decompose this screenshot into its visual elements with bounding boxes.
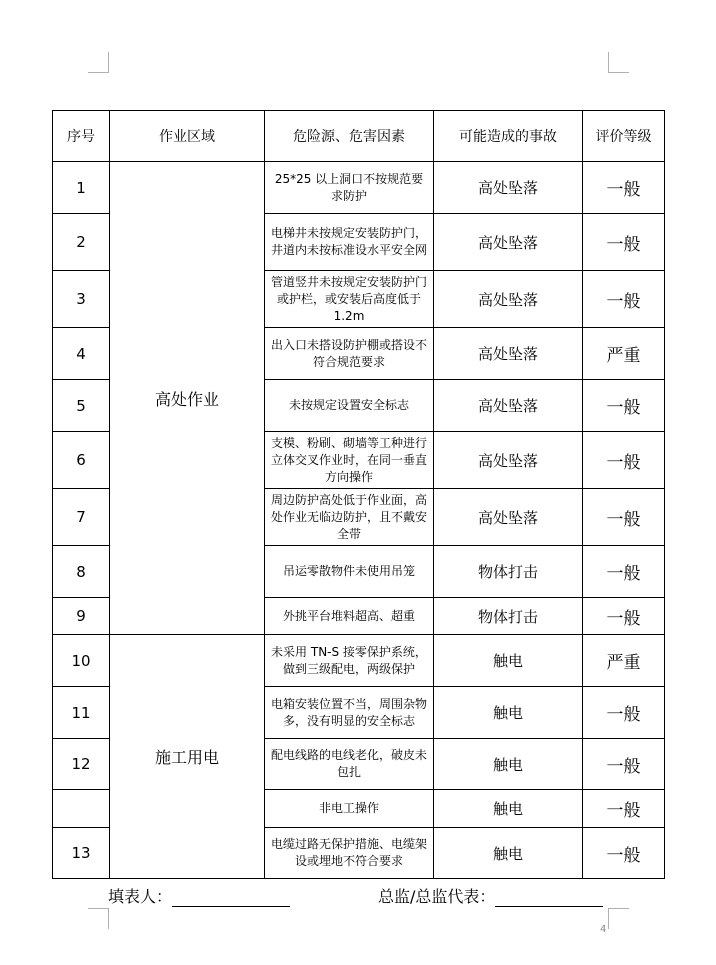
hazard-cell: 电箱安装位置不当，周围杂物多，没有明显的安全标志 (265, 687, 434, 739)
row-number: 12 (53, 739, 110, 790)
supervisor-signature (378, 884, 603, 907)
level-cell: 严重 (583, 635, 665, 687)
level-cell: 一般 (583, 432, 665, 489)
hazard-cell: 支模、粉刷、砌墙等工种进行立体交叉作业时，在同一垂直方向操作 (265, 432, 434, 489)
hazard-cell: 非电工操作 (265, 790, 434, 828)
row-number: 3 (53, 271, 110, 328)
work-area-cell: 高处作业 (110, 162, 265, 635)
accident-cell: 触电 (434, 828, 583, 879)
row-number: 2 (53, 214, 110, 271)
hazard-cell: 外挑平台堆料超高、超重 (265, 598, 434, 635)
accident-cell: 高处坠落 (434, 214, 583, 271)
level-cell: 一般 (583, 687, 665, 739)
row-number: 11 (53, 687, 110, 739)
row-number: 5 (53, 380, 110, 432)
hazard-cell: 25*25 以上洞口不按规范要求防护 (265, 162, 434, 214)
hazard-cell: 周边防护高处低于作业面，高处作业无临边防护，且不戴安全带 (265, 489, 434, 546)
row-number: 13 (53, 828, 110, 879)
crop-mark-top-right (608, 52, 629, 73)
level-cell: 严重 (583, 328, 665, 380)
accident-cell: 高处坠落 (434, 271, 583, 328)
row-number: 4 (53, 328, 110, 380)
accident-cell: 物体打击 (434, 598, 583, 635)
hazard-cell: 管道竖井未按规定安装防护门或护栏，或安装后高度低于 1.2m (265, 271, 434, 328)
row-number: 6 (53, 432, 110, 489)
hazard-cell: 吊运零散物件未使用吊笼 (265, 546, 434, 598)
accident-cell: 触电 (434, 687, 583, 739)
level-cell: 一般 (583, 546, 665, 598)
hazard-assessment-table (52, 110, 665, 879)
row-number: 9 (53, 598, 110, 635)
accident-cell: 触电 (434, 635, 583, 687)
page-number: 4 (600, 924, 607, 935)
level-cell: 一般 (583, 790, 665, 828)
level-cell: 一般 (583, 380, 665, 432)
column-header-hazard: 危险源、危害因素 (265, 111, 434, 162)
hazard-cell: 配电线路的电线老化，破皮未包扎 (265, 739, 434, 790)
supervisor-signature-line[interactable] (495, 888, 603, 907)
crop-mark-bottom-left (88, 908, 109, 929)
table-header-row (53, 111, 665, 162)
hazard-cell: 未按规定设置安全标志 (265, 380, 434, 432)
row-number: 8 (53, 546, 110, 598)
column-header-accident: 可能造成的事故 (434, 111, 583, 162)
row-number (53, 790, 110, 828)
crop-mark-bottom-right (608, 908, 629, 929)
level-cell: 一般 (583, 739, 665, 790)
accident-cell: 高处坠落 (434, 432, 583, 489)
filler-label: 填表人： (108, 887, 173, 906)
column-header-number: 序号 (53, 111, 110, 162)
work-area-cell: 施工用电 (110, 635, 265, 879)
supervisor-label: 总监/总监代表： (378, 887, 496, 906)
accident-cell: 触电 (434, 790, 583, 828)
crop-mark-top-left (88, 52, 109, 73)
column-header-work-area: 作业区域 (110, 111, 265, 162)
hazard-cell: 电梯井未按规定安装防护门，井道内未按标准设水平安全网 (265, 214, 434, 271)
level-cell: 一般 (583, 598, 665, 635)
accident-cell: 高处坠落 (434, 162, 583, 214)
level-cell: 一般 (583, 162, 665, 214)
hazard-cell: 出入口未搭设防护棚或搭设不符合规范要求 (265, 328, 434, 380)
row-number: 1 (53, 162, 110, 214)
level-cell: 一般 (583, 828, 665, 879)
level-cell: 一般 (583, 489, 665, 546)
table-row (53, 162, 665, 214)
accident-cell: 高处坠落 (434, 489, 583, 546)
table-row (53, 635, 665, 687)
hazard-cell: 电缆过路无保护措施、电缆架设或埋地不符合要求 (265, 828, 434, 879)
accident-cell: 高处坠落 (434, 380, 583, 432)
accident-cell: 物体打击 (434, 546, 583, 598)
accident-cell: 高处坠落 (434, 328, 583, 380)
level-cell: 一般 (583, 214, 665, 271)
filler-signature-line[interactable] (172, 888, 290, 907)
filler-signature (108, 884, 290, 907)
row-number: 10 (53, 635, 110, 687)
accident-cell: 触电 (434, 739, 583, 790)
level-cell: 一般 (583, 271, 665, 328)
column-header-level: 评价等级 (583, 111, 665, 162)
row-number: 7 (53, 489, 110, 546)
hazard-cell: 未采用 TN-S 接零保护系统，做到三级配电，两级保护 (265, 635, 434, 687)
